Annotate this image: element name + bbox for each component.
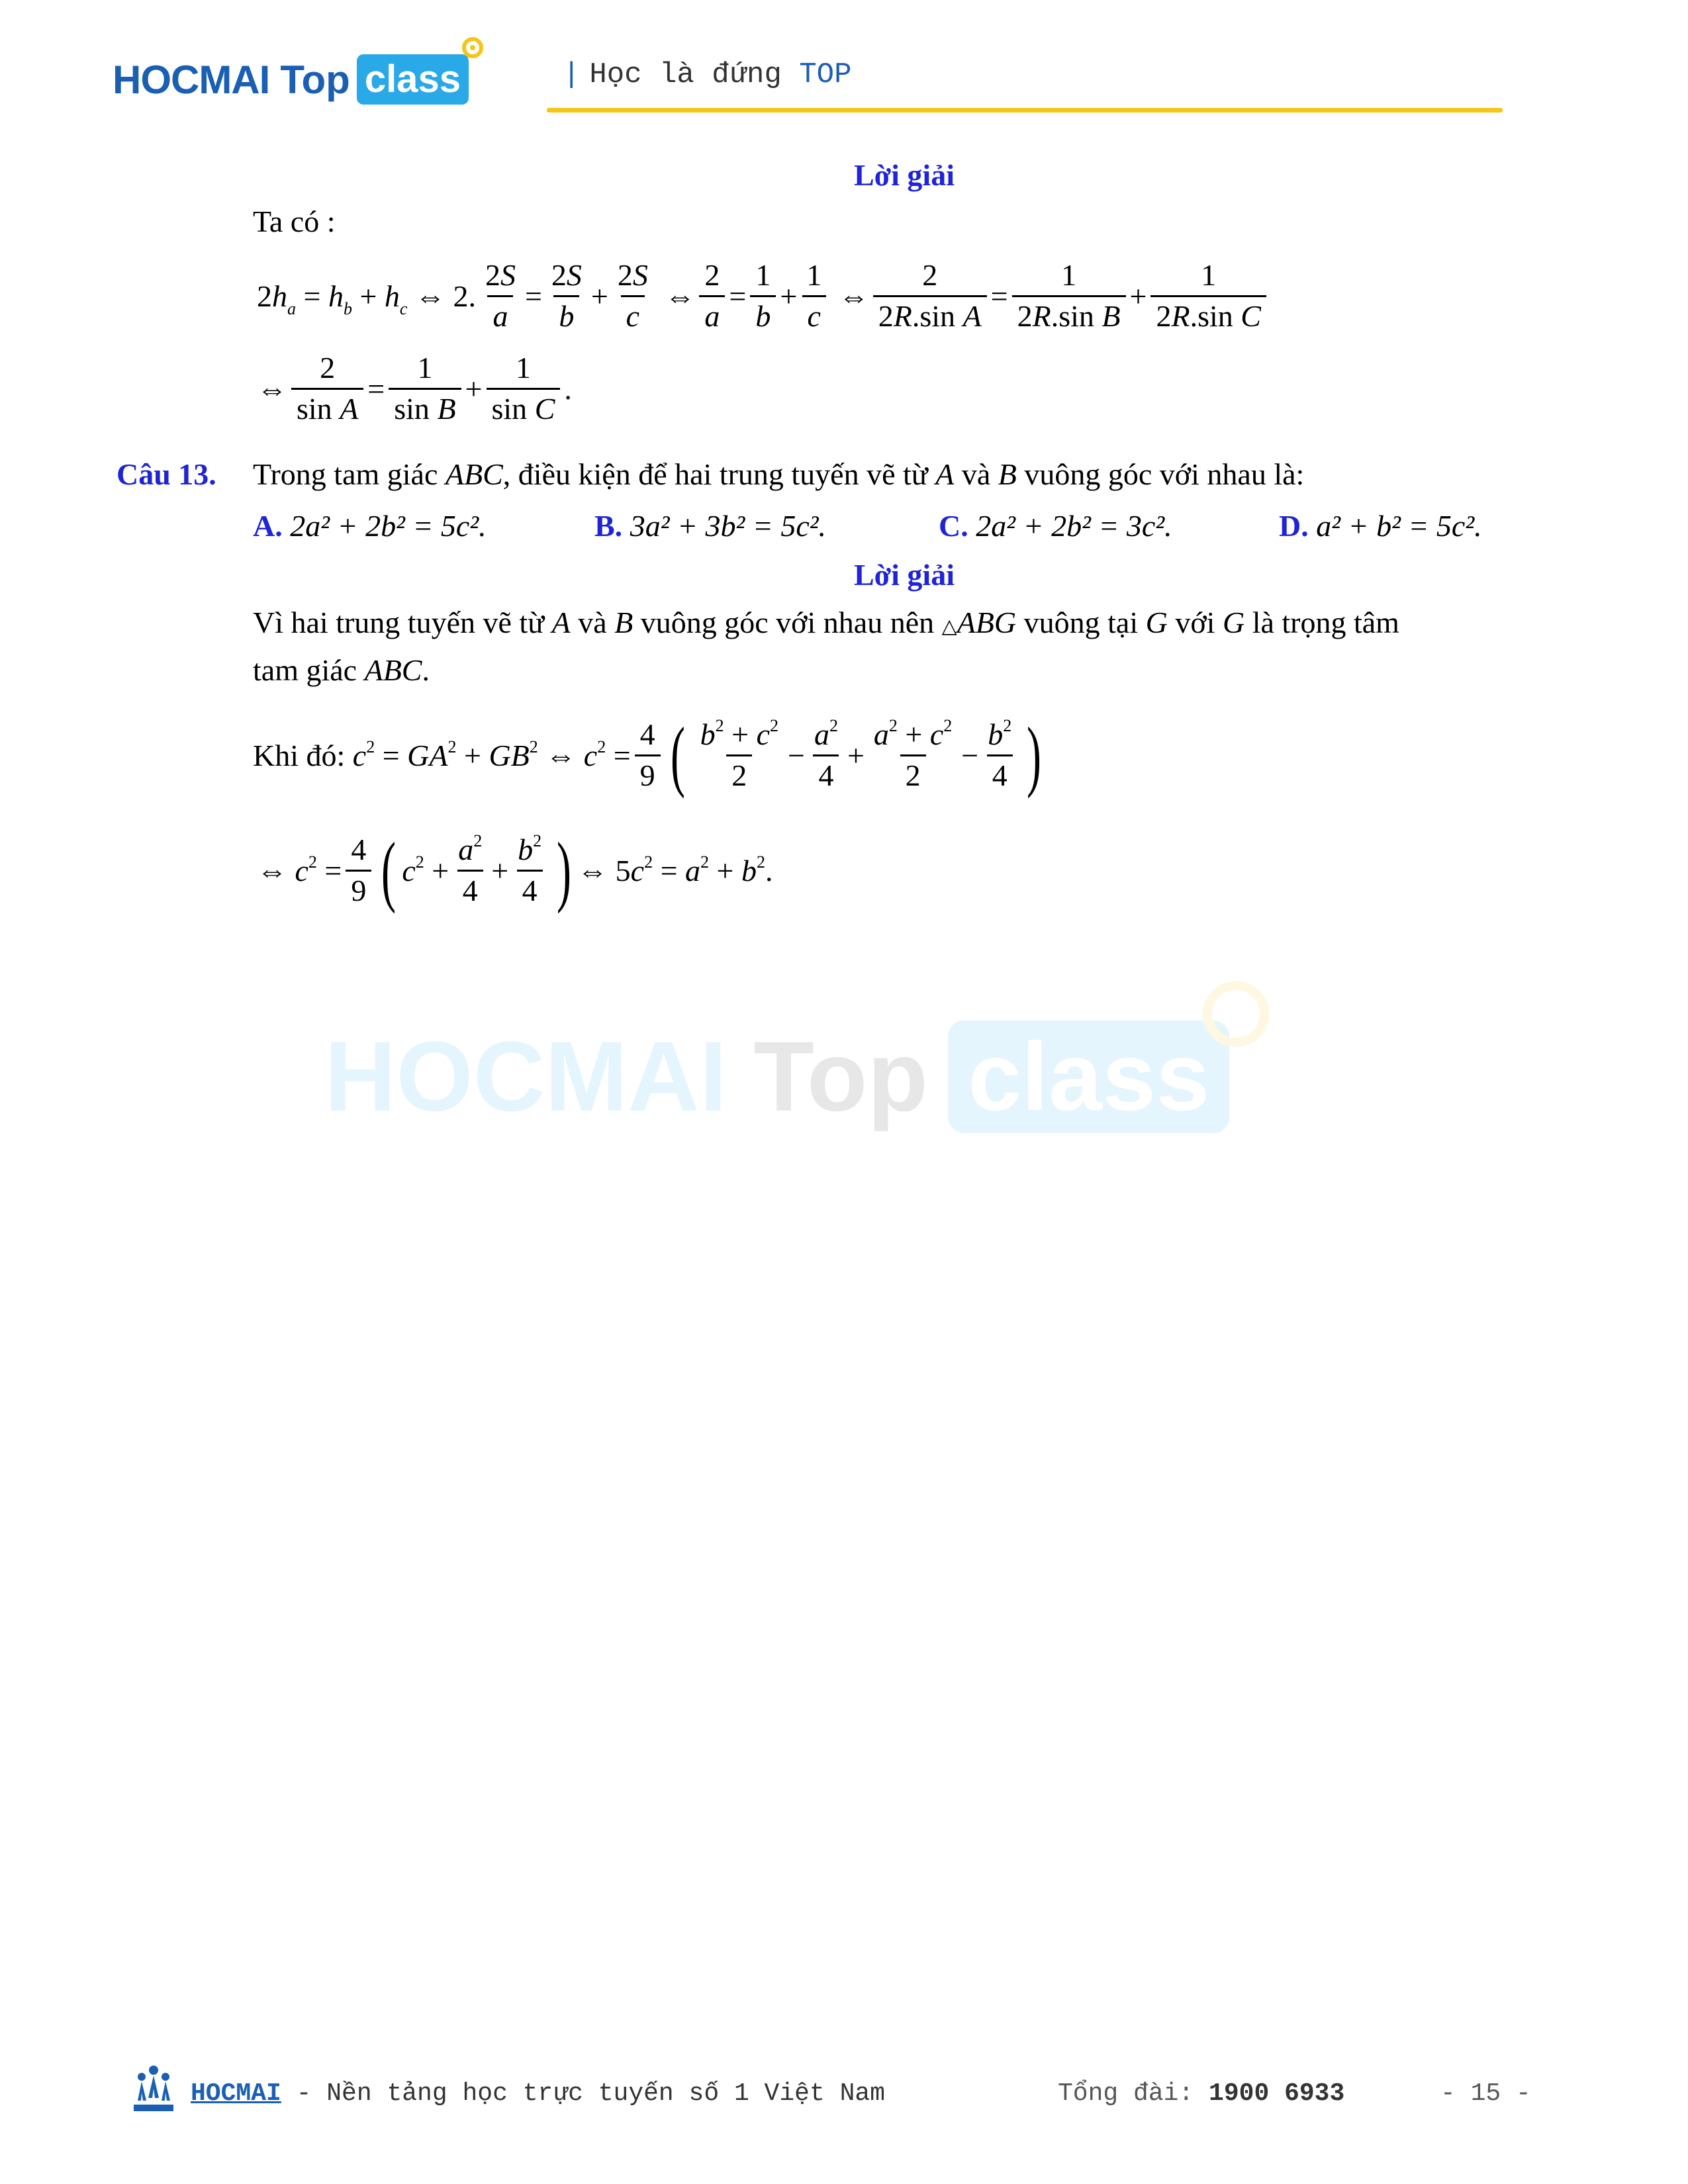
khi-do-label: Khi đó: [253,738,346,772]
sol-text-c: vuông tại [1023,606,1139,639]
solution-line-2 [253,653,430,688]
footer-phone-label: Tổng đài: [1058,2079,1194,2108]
watermark-logo [324,1019,1229,1134]
gear-icon [459,34,486,61]
solution-line-1 [253,605,1399,640]
sol-line2-abc: ABC [364,653,422,687]
sol-triangle-abg: ABG [957,606,1017,639]
equation-line-2: ⇔ $\frac{2}{\text{sin A}}$ = $\frac{1}{\text{sin B}}$ + $\frac{1}{\text{sin C}}$ . [257,350,572,426]
slogan-top: TOP [799,58,852,91]
watermark-gear-icon [1203,981,1269,1047]
question-vertex-b: B [998,457,1017,491]
sol-text-a: Vì hai trung tuyến vẽ từ [253,606,545,639]
page-number: - 15 - [1440,2079,1531,2108]
question-and: và [961,457,991,491]
question-text [253,457,1304,492]
logo-class-text: class [364,58,461,101]
footer-hotline [1058,2079,1344,2108]
sol-line2-end: . [422,653,430,687]
option-a[interactable] [253,508,487,543]
sol-line2-text: tam giác [253,653,357,687]
footer-tagline [191,2079,885,2108]
question-abc: ABC [445,457,503,491]
option-b[interactable] [594,508,826,543]
sol-with: với [1175,606,1215,639]
option-c-label: C. [939,509,968,543]
header-divider [547,108,1503,113]
option-d-math: a² + b² = 5c². [1316,509,1482,543]
watermark-hocmai: HOCMAI [324,1021,727,1132]
sol-text-b: vuông góc với nhau nên [640,606,935,639]
watermark-class [948,1021,1229,1133]
option-c[interactable] [939,508,1172,543]
option-d-label: D. [1279,509,1309,543]
logo-top: Top [280,57,350,102]
header-slogan [563,58,851,91]
question-text-1: Trong tam giác [253,457,438,491]
slogan-bar: | [563,58,581,91]
question-label: Câu 13. [117,457,216,491]
sol-and: và [578,606,607,639]
watermark-top: Top [753,1021,929,1132]
question-vertex-a: A [935,457,955,491]
header-logo [113,46,469,113]
hocmai-people-icon [132,2065,175,2114]
option-a-math: 2a² + 2b² = 5c². [290,509,487,543]
option-b-label: B. [594,509,623,543]
watermark-class-text: class [968,1022,1210,1130]
sol-vertex-g2: G [1222,606,1245,639]
equation-line-4: ⇔ $c^2$ = $\frac{4}{9}$ ( $c^2$ + $\frac{a^2}{4}$ + $\frac{b^2}{4}$ ) ⇔ $5c^2 = a^2 + b^2$. [257,826,773,914]
footer-tagline-text: - Nền tảng học trực tuyến số 1 Việt Nam [281,2079,885,2108]
solution-heading-2: Lời giải [854,558,955,592]
sol-vertex-b: B [614,606,633,639]
option-c-math: 2a² + 2b² = 3c². [976,509,1172,543]
logo-class [357,54,469,105]
sol-text-d: là trọng tâm [1252,606,1399,639]
option-b-math: 3a² + 3b² = 5c². [630,509,827,543]
equation-line-1: $2h_a = h_b + h_c$ ⇔ 2. $\frac{2S}{a}$ = $\frac{2S}{b}$ + $\frac{2S}{c}$ ⇔ $\frac{2}{a}$ = $\frac{1}{b}$ + $\frac{1}{c}$ ⇔ $\frac{2}{\text{2R.sin A}}$ = $\frac{1}{\text{2R.sin B}}$ + $\frac{1}{\text{2R.sin C}}$ [257,253,1270,339]
question-text-3: vuông góc với nhau là: [1024,457,1305,491]
logo-hocmai: HOCMAI [113,57,270,102]
solution-intro: Ta có : [253,205,336,238]
sol-vertex-g: G [1145,606,1168,639]
footer-brand-link[interactable]: HOCMAI [191,2079,281,2108]
footer-phone-number: 1900 6933 [1209,2079,1345,2108]
question-text-2: , điều kiện để hai trung tuyến vẽ từ [502,457,928,491]
equation-line-3: Khi đó: $c^2 = GA^2 + GB^2$ ⇔ $c^2$ = $\frac{4}{9}$ ( $\frac{b^2 + c^2}{2}$ − $\frac{a^2}{4}$ + $\frac{a^2 + c^2}{2}$ − $\frac{b^2}{4}$ ) [253,711,1042,799]
triangle-icon: △ [941,615,957,637]
sol-vertex-a: A [551,606,571,639]
solution-heading-1: Lời giải [854,158,955,192]
slogan-text: Học là đứng [589,58,782,91]
option-a-label: A. [253,509,283,543]
option-d[interactable] [1279,508,1482,543]
